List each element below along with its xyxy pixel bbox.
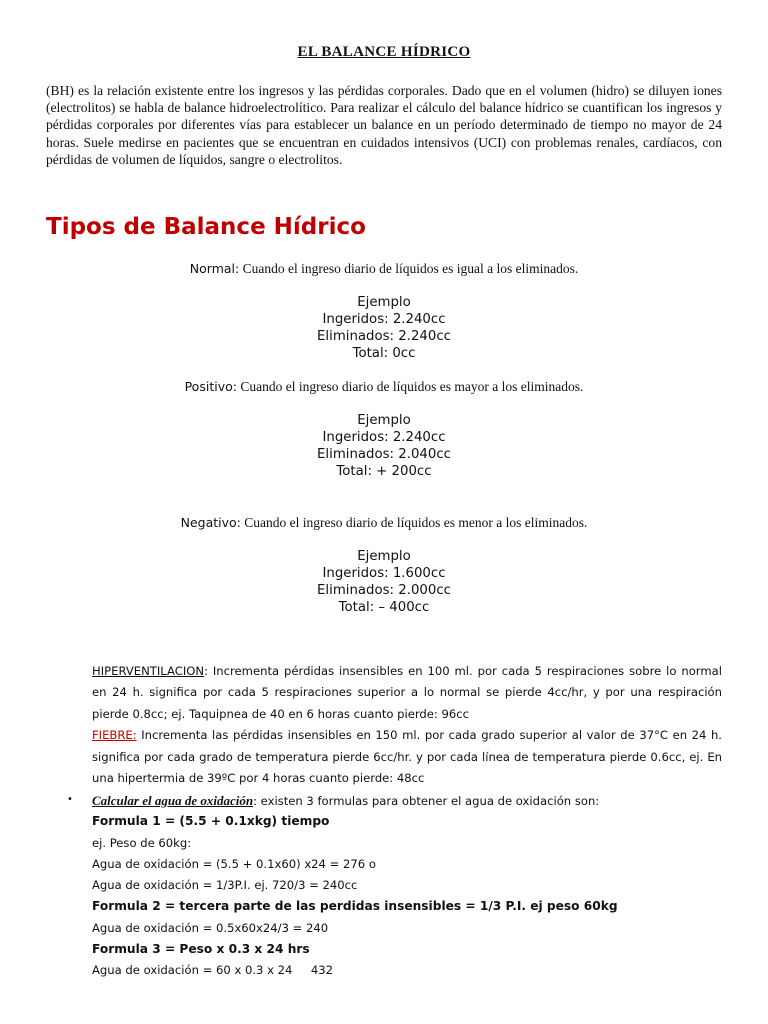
example-eliminados: Eliminados: 2.240cc bbox=[317, 329, 451, 344]
formula-1-alt: Agua de oxidación = 1/3P.I. ej. 720/3 = 240cc bbox=[92, 878, 358, 893]
example-ingeridos: Ingeridos: 2.240cc bbox=[322, 430, 446, 445]
formula-2-calc: Agua de oxidación = 0.5x60x24/3 = 240 bbox=[92, 920, 329, 935]
type-negativo-name: Negativo: bbox=[180, 515, 241, 530]
type-negativo bbox=[0, 515, 768, 531]
oxidacion-intro-text: : existen 3 formulas para obtener el agua de oxidación son: bbox=[253, 794, 600, 808]
example-label: Ejemplo bbox=[357, 295, 411, 310]
hiperventilacion-text: : Incrementa pérdidas insensibles en 100 ml. por cada 5 respiraciones sobre lo normal en 24 h. significa por cada 5 respiraciones superior a lo normal se pierde 4cc/hr, y por una respiración pierde 0.8cc; ej. Taquipnea de 40 en 6 horas cuanto pierde: 96cc bbox=[92, 664, 722, 721]
example-eliminados: Eliminados: 2.040cc bbox=[317, 447, 451, 462]
oxidacion-intro bbox=[92, 790, 732, 811]
fiebre-label: FIEBRE: bbox=[92, 728, 137, 743]
hiperventilacion-label: HIPERVENTILACION bbox=[92, 664, 205, 678]
type-normal bbox=[0, 261, 768, 277]
type-normal-desc: Cuando el ingreso diario de líquidos es igual a los eliminados. bbox=[239, 261, 579, 276]
example-normal bbox=[0, 294, 768, 362]
oxidacion-label: Calcular el agua de oxidación bbox=[92, 793, 254, 808]
document-title: EL BALANCE HÍDRICO bbox=[297, 44, 471, 60]
fiebre-text: Incrementa las pérdidas insensibles en 150 ml. por cada grado superior al valor de 37°C en 24 h. significa por cada grado de temperatura pierde 6cc/hr. y por cada línea de temperatura pierde 0.6cc, ej. En una hipertermia de 39ºC por 4 horas cuanto pierde: 48cc bbox=[92, 728, 722, 786]
bullet-icon: • bbox=[67, 794, 73, 805]
formula-2: Formula 2 = tercera parte de las perdidas insensibles = 1/3 P.I. ej peso 60kg bbox=[92, 899, 618, 914]
fiebre-paragraph bbox=[92, 725, 722, 789]
type-negativo-desc: Cuando el ingreso diario de líquidos es menor a los eliminados. bbox=[240, 515, 588, 530]
example-ingeridos: Ingeridos: 1.600cc bbox=[322, 566, 446, 581]
example-positivo bbox=[0, 412, 768, 480]
intro-paragraph: (BH) es la relación existente entre los ingresos y las pérdidas corporales. Dado que en el volumen (hidro) se diluyen iones (electrolitos) se habla de balance hidroelectrolítico. Para realizar el cálculo del balance hídrico se cuantifican los ingresos y pérdidas corporales por diferentes vías para establecer un balance en un período determinado de tiempo no mayor de 24 horas. Suele medirse en pacientes que se encuentran en cuidados intensivos (UCI) con problemas renales, cardíacos, con pérdidas de volumen de líquidos, sangre o electrolitos. bbox=[46, 83, 722, 167]
formula-1-calc: Agua de oxidación = (5.5 + 0.1x60) x24 = 276 o bbox=[92, 856, 376, 871]
type-normal-name: Normal: bbox=[189, 261, 240, 276]
example-label: Ejemplo bbox=[357, 549, 411, 564]
example-eliminados: Eliminados: 2.000cc bbox=[317, 583, 451, 598]
notes-section bbox=[92, 661, 722, 789]
formula-1: Formula 1 = (5.5 + 0.1xkg) tiempo bbox=[92, 814, 330, 829]
formula-3-calc: Agua de oxidación = 60 x 0.3 x 24 432 bbox=[92, 963, 333, 978]
type-positivo-desc: Cuando el ingreso diario de líquidos es mayor a los eliminados. bbox=[236, 379, 584, 394]
example-label: Ejemplo bbox=[357, 413, 411, 428]
type-positivo bbox=[0, 379, 768, 395]
example-total: Total: 0cc bbox=[352, 346, 416, 361]
example-total: Total: – 400cc bbox=[338, 600, 430, 615]
example-total: Total: + 200cc bbox=[336, 464, 432, 479]
section-heading: Tipos de Balance Hídrico bbox=[46, 214, 366, 240]
formula-1-example: ej. Peso de 60kg: bbox=[92, 835, 192, 850]
example-negativo bbox=[0, 548, 768, 616]
type-positivo-name: Positivo: bbox=[184, 379, 237, 394]
formula-3: Formula 3 = Peso x 0.3 x 24 hrs bbox=[92, 942, 310, 957]
oxidacion-section bbox=[92, 790, 732, 982]
hiperventilacion-paragraph bbox=[92, 661, 722, 725]
example-ingeridos: Ingeridos: 2.240cc bbox=[322, 312, 446, 327]
